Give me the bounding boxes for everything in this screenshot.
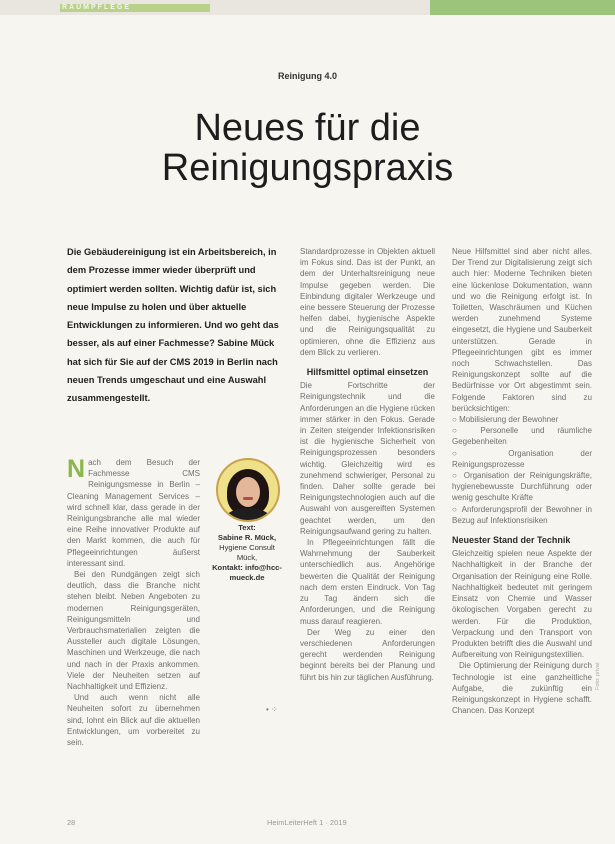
author-contact: Kontakt: info@hcc-mueck.de — [212, 563, 282, 582]
author-photo-mouth — [243, 497, 253, 500]
list-item: ○ Mobilisierung der Bewohner — [452, 415, 559, 425]
author-credit-label: Text: — [238, 523, 256, 532]
body-column-2 — [300, 246, 435, 683]
list-item: ○ Organisation der Reinigungsprozesse — [452, 448, 592, 469]
body-column-3 — [452, 246, 592, 716]
paragraph: In Pflegeeinrichtungen fällt die Wahrnehmung der Sauberkeit unterschiedlich aus. Angehörige bewerten die Qualität der Reinigung nach dem ersten Eindruck. Von Tag zu Tag ändern sich die Anforderungen, und die Reinigung muss darauf reagieren. — [300, 538, 435, 626]
paragraph: ach dem Besuch der Fachmesse CMS Reinigungsmesse in Berlin – Cleaning Management Services – wird schnell klar, dass gerade in der Reinigungsbranche alle mal wieder eine Reihe innovativer Produkte auf den Markt kommen, die auch für Pflegeeinrichtungen äußerst interessant sind. — [67, 458, 200, 568]
section-header-accent-right — [430, 0, 615, 15]
list-item: ○ Personelle und räumliche Gegebenheiten — [452, 426, 592, 447]
section-header-bar — [0, 0, 615, 15]
body-column-1 — [67, 457, 200, 748]
paragraph: Neue Hilfsmittel sind aber nicht alles. Der Trend zur Digitalisierung zeigt sich auch hier: Moderne Techniken bieten eine lückenlose Dokumentation, wann und wo die Reinigung erfolgt ist. In Toiletten, Waschräumen und Küchen werden zunehmend Systeme eingesetzt, die Hygiene und Sauberkeit unterstützen. Gerade in Pflegeeinrichtungen gibt es immer noch Schwachstellen. Das Reinigungskonzept sollte auf die Bedürfnisse vor Ort abgestimmt sein. Folgende Faktoren sind zu berücksichtigen: — [452, 247, 592, 413]
page-number: 28 — [67, 818, 76, 827]
magazine-name: HeimLeiterHeft 1 · 2019 — [267, 818, 347, 827]
paragraph: Bei den Rundgängen zeigt sich deutlich, dass die Branche nicht stehen bleibt. Neben Angeboten zu modernen Reinigungsgeräten, Reinigungsmitteln und Verbrauchsmaterialien zeigten die Aussteller auch digitale Lösungen, Maschinen und Werkzeuge, die nach und nach in der Praxis ankommen. Viele der Neuheiten setzen auf Nachhaltigkeit und Effizienz. — [67, 570, 200, 692]
author-credit — [208, 523, 286, 583]
section-label: RAUMPFLEGE — [62, 4, 131, 11]
subheading: Neuester Stand der Technik — [452, 535, 571, 546]
subheading: Hilfsmittel optimal einsetzen — [306, 367, 429, 378]
author-photo-face — [236, 477, 260, 507]
list-item: ○ Anforderungsprofil der Bewohner in Bezug auf Infektionsrisiken — [452, 504, 592, 525]
paragraph: Die Optimierung der Reinigung durch Technologie ist eine ganzheitliche Aufgabe, die zukünftig ein Reinigungskonzept in Hygiene schafft. Chancen. Das Konzept — [452, 661, 592, 716]
author-company: Hygiene Consult Mück, — [219, 543, 275, 562]
decorative-dots: • ⁘ — [266, 705, 278, 714]
article-lead: Die Gebäudereinigung ist ein Arbeitsbereich, in dem Prozesse immer wieder überprüft und optimiert werden sollten. Wichtig dafür ist, sich neue Impulse zu holen und über aktuelle Entwicklungen zu informieren. Und wo geht das besser, als auf einer Fachmesse? Sabine Mück hat sich für Sie auf der CMS 2019 in Berlin nach neuen Trends umgeschaut und eine Auswahl zusammengestellt. — [67, 247, 279, 404]
drop-cap: N — [67, 455, 86, 483]
list-item: ○ Organisation der Reinigungskräfte, hygienebewusste Durchführung oder wenig geschulte Kräfte — [452, 471, 592, 503]
paragraph: Standardprozesse in Objekten aktuell im Fokus sind. Das ist der Punkt, an dem der Unterhaltsreinigung neue Impulse gegeben werden. Die Einbindung digitaler Werkzeuge und eine bessere Steuerung der Prozesse helfen dabei, hygienische Aspekte und die Reinigungsqualität zu optimieren, ohne die Effizienz aus dem Blick zu verlieren. — [300, 247, 435, 357]
author-photo-body — [226, 508, 270, 522]
paragraph: Gleichzeitig spielen neue Aspekte der Nachhaltigkeit in der Branche der Organisation der Reinigung eine Rolle. Nachhaltigkeit bedeutet mit geringem Einsatz von Chemie und Wasser ökologischen Vorgaben gerecht zu werden. Für die Produktion, Verpackung und den Transport von Produkten betrifft dies die Auswahl und Aufbereitung von Reinigungstextilien. — [452, 549, 592, 660]
paragraph: Die Fortschritte der Reinigungstechnik und die Anforderungen an die Hygiene rücken immer stärker in den Fokus. Gerade in Zeiten steigender Infektionsrisiken ist die hygienische Sicherheit von Reinigungsprozessen besonders wichtig. Gleichzeitig wird es zunehmend schwieriger, Personal zu finden. Daher sollte gerade bei Reinigungstechnologien auch auf die Auswahl von ausgereiften Systemen geachtet werden, um den Reinigungsaufwand gering zu halten. — [300, 381, 435, 536]
author-photo — [216, 458, 280, 522]
author-name: Sabine R. Mück, — [217, 533, 277, 542]
article-kicker: Reinigung 4.0 — [277, 71, 337, 81]
article-title-line-2: Reinigungspraxis — [161, 147, 454, 189]
paragraph: Der Weg zu einer den verschiedenen Anforderungen gerecht werdenden Reinigung beginnt bereits bei der Planung und führt bis hin zur täglichen Ausführung. — [300, 627, 435, 682]
article-title-line-1: Neues für die — [194, 107, 421, 149]
article-title — [0, 108, 615, 188]
photo-credit: Foto: privat — [595, 662, 601, 690]
paragraph: Und auch wenn nicht alle Neuheiten sofort zu übernehmen sind, lohnt ein Blick auf die aktuellen Entwicklungen, um vorbereitet zu sein. — [67, 693, 200, 748]
